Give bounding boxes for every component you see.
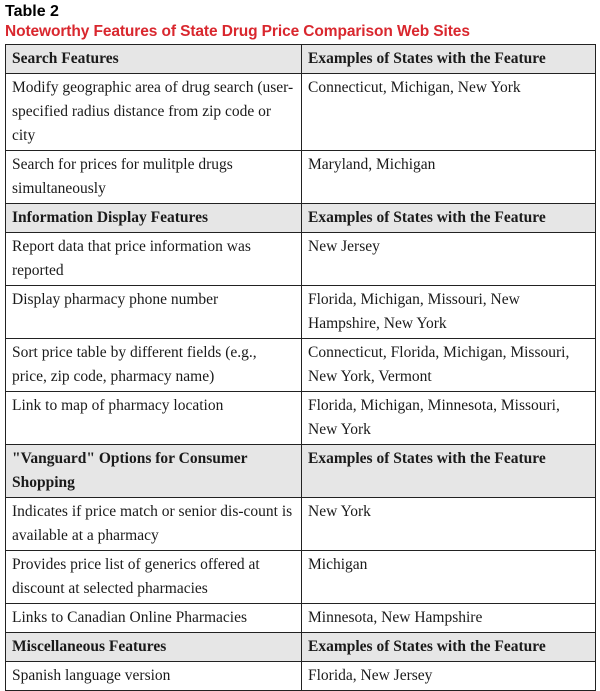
section-header-row — [6, 204, 596, 233]
section-header-examples: Examples of States with the Feature — [302, 633, 596, 662]
table-number: Table 2 — [5, 3, 59, 20]
table-row — [6, 74, 596, 151]
states-cell: Florida, Michigan, Minnesota, Missouri, New York — [302, 392, 596, 445]
feature-cell: Indicates if price match or senior dis-count is available at a pharmacy — [6, 498, 302, 551]
feature-cell: Sort price table by different fields (e.g., price, zip code, pharmacy name) — [6, 339, 302, 392]
table-row — [6, 339, 596, 392]
feature-cell: Search for prices for mulitple drugs simultaneously — [6, 151, 302, 204]
table-row — [6, 551, 596, 604]
table-row — [6, 286, 596, 339]
section-header-feature: "Vanguard" Options for Consumer Shopping — [6, 445, 302, 498]
feature-cell: Provides price list of generics offered at discount at selected pharmacies — [6, 551, 302, 604]
states-cell: New York — [302, 498, 596, 551]
feature-cell: Links to Canadian Online Pharmacies — [6, 604, 302, 633]
states-cell: Connecticut, Michigan, New York — [302, 74, 596, 151]
section-header-feature: Information Display Features — [6, 204, 302, 233]
states-cell: Florida, Michigan, Missouri, New Hampshire, New York — [302, 286, 596, 339]
table-row — [6, 151, 596, 204]
features-table — [5, 44, 596, 691]
states-cell: Minnesota, New Hampshire — [302, 604, 596, 633]
feature-cell: Display pharmacy phone number — [6, 286, 302, 339]
section-header-examples: Examples of States with the Feature — [302, 45, 596, 74]
section-header-row — [6, 45, 596, 74]
section-header-row — [6, 445, 596, 498]
feature-cell: Modify geographic area of drug search (user-specified radius distance from zip code or city — [6, 74, 302, 151]
section-header-examples: Examples of States with the Feature — [302, 445, 596, 498]
table-row — [6, 604, 596, 633]
table-title: Noteworthy Features of State Drug Price Comparison Web Sites — [5, 23, 470, 40]
table-row — [6, 662, 596, 691]
table-row — [6, 392, 596, 445]
section-header-row — [6, 633, 596, 662]
states-cell: Connecticut, Florida, Michigan, Missouri, New York, Vermont — [302, 339, 596, 392]
states-cell: New Jersey — [302, 233, 596, 286]
section-header-feature: Search Features — [6, 45, 302, 74]
states-cell: Maryland, Michigan — [302, 151, 596, 204]
table-row — [6, 498, 596, 551]
section-header-examples: Examples of States with the Feature — [302, 204, 596, 233]
section-header-feature: Miscellaneous Features — [6, 633, 302, 662]
states-cell: Florida, New Jersey — [302, 662, 596, 691]
feature-cell: Link to map of pharmacy location — [6, 392, 302, 445]
table-figure — [5, 2, 595, 691]
feature-cell: Spanish language version — [6, 662, 302, 691]
states-cell: Michigan — [302, 551, 596, 604]
feature-cell: Report data that price information was reported — [6, 233, 302, 286]
table-row — [6, 233, 596, 286]
